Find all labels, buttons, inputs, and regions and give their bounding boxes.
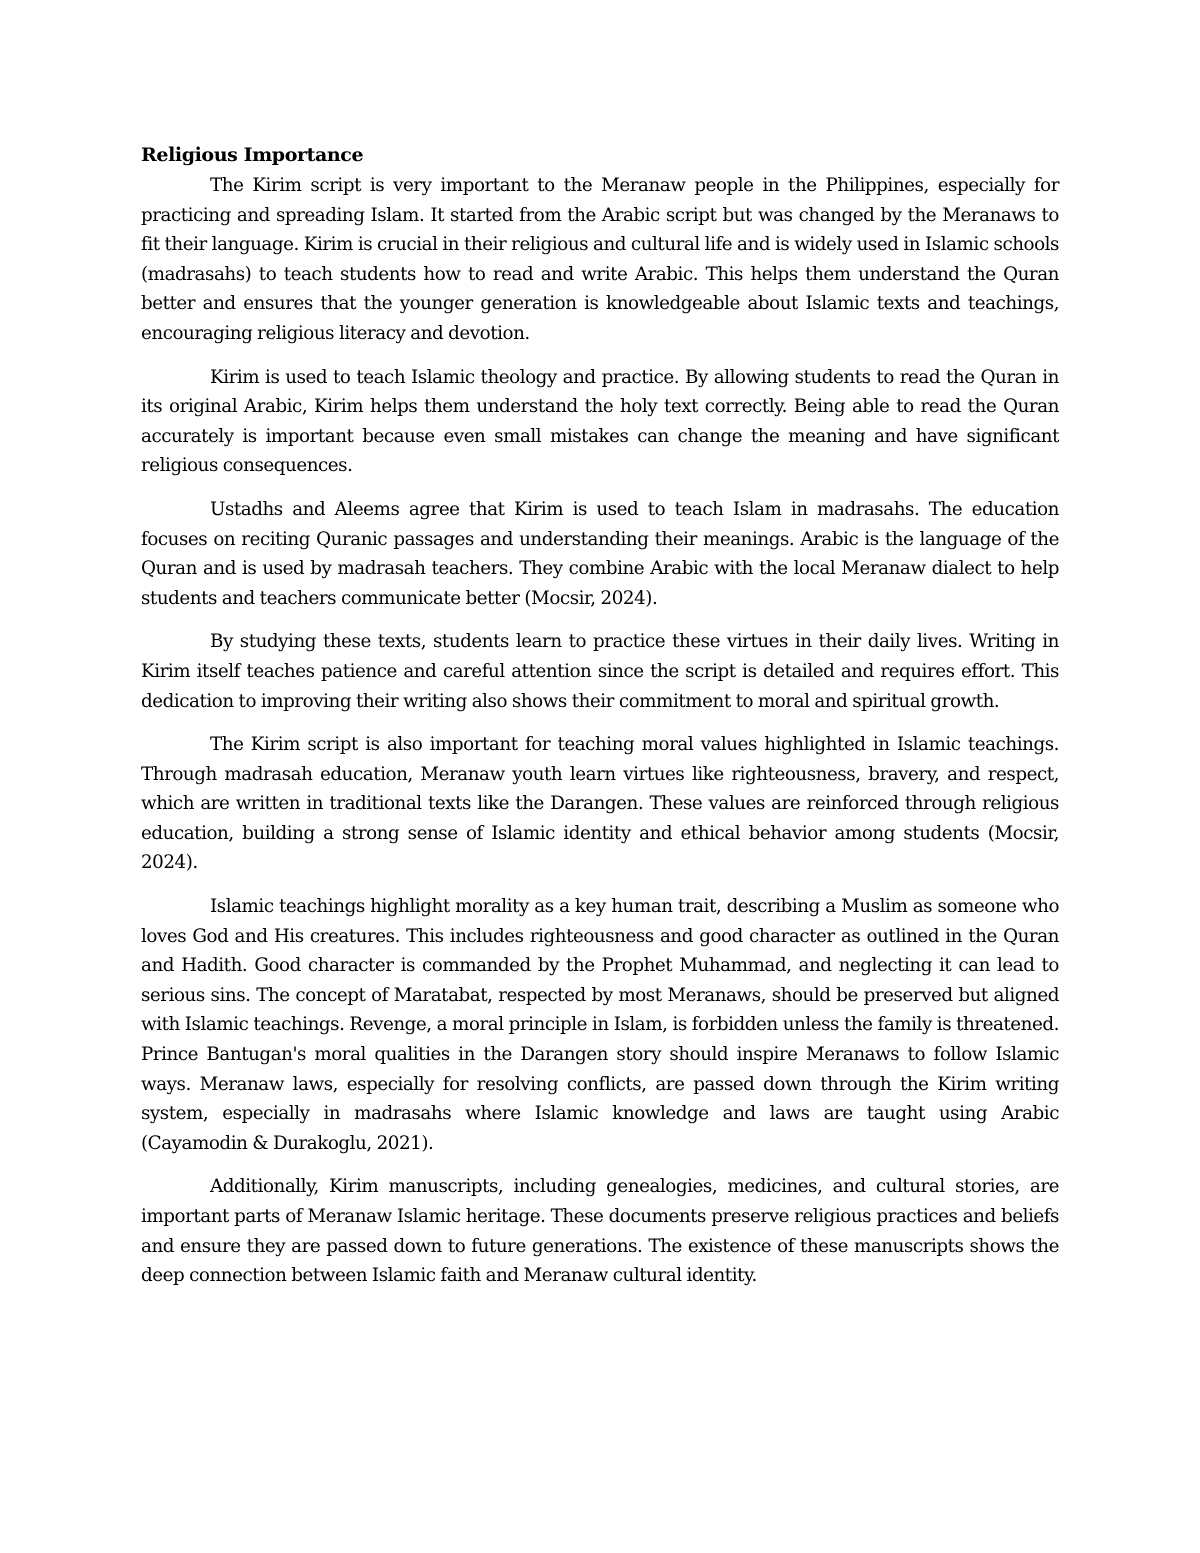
paragraph-moral-values: The Kirim script is also important for teaching moral values highlighted in Islamic teachings. Through madrasah education, Meranaw youth learn virtues like righteousness, bravery, and respect, which are written in traditional texts like the Darangen. These values are reinforced through religious education, building a strong sense of Islamic identity and ethical behavior among students (Mocsir, 2024). bbox=[141, 734, 1059, 874]
document-body bbox=[141, 140, 1059, 1305]
paragraph-theology: Kirim is used to teach Islamic theology and practice. By allowing students to read the Quran in its original Arabic, Kirim helps them understand the holy text correctly. Being able to read the Quran accurately is important because even small mistakes can change the meaning and have significant religious consequences. bbox=[141, 366, 1059, 477]
paragraph-morality: Islamic teachings highlight morality as a key human trait, describing a Muslim as someone who loves God and His creatures. This includes righteousness and good character as outlined in the Quran and Hadith. Good character is commanded by the Prophet Muhammad, and neglecting it can lead to serious sins. The concept of Maratabat, respected by most Meranaws, should be preserved but aligned with Islamic teachings. Revenge, a moral principle in Islam, is forbidden unless the family is threatened. Prince Bantugan's moral qualities in the Darangen story should inspire Meranaws to follow Islamic ways. Meranaw laws, especially for resolving conflicts, are passed down through the Kirim writing system, especially in madrasahs where Islamic knowledge and laws are taught using Arabic (Cayamodin & Durakoglu, 2021). bbox=[141, 896, 1059, 1154]
section-heading: Religious Importance bbox=[141, 144, 364, 166]
paragraph-kirim-importance: The Kirim script is very important to the Meranaw people in the Philippines, especially for practicing and spreading Islam. It started from the Arabic script but was changed by the Meranaws to fit their language. Kirim is crucial in their religious and cultural life and is widely used in Islamic schools (madrasahs) to teach students how to read and write Arabic. This helps them understand the Quran better and ensures that the younger generation is knowledgeable about Islamic texts and teachings, encouraging religious literacy and devotion. bbox=[141, 175, 1059, 344]
paragraph-madrasah-education: Ustadhs and Aleems agree that Kirim is used to teach Islam in madrasahs. The education focuses on reciting Quranic passages and understanding their meanings. Arabic is the language of the Quran and is used by madrasah teachers. They combine Arabic with the local Meranaw dialect to help students and teachers communicate better (Mocsir, 2024). bbox=[141, 498, 1059, 609]
paragraph-virtues: By studying these texts, students learn to practice these virtues in their daily lives. Writing in Kirim itself teaches patience and careful attention since the script is detailed and requires effort. This dedication to improving their writing also shows their commitment to moral and spiritual growth. bbox=[141, 631, 1059, 712]
paragraph-manuscripts: Additionally, Kirim manuscripts, including genealogies, medicines, and cultural stories, are important parts of Meranaw Islamic heritage. These documents preserve religious practices and beliefs and ensure they are passed down to future generations. The existence of these manuscripts shows the deep connection between Islamic faith and Meranaw cultural identity. bbox=[141, 1176, 1059, 1287]
